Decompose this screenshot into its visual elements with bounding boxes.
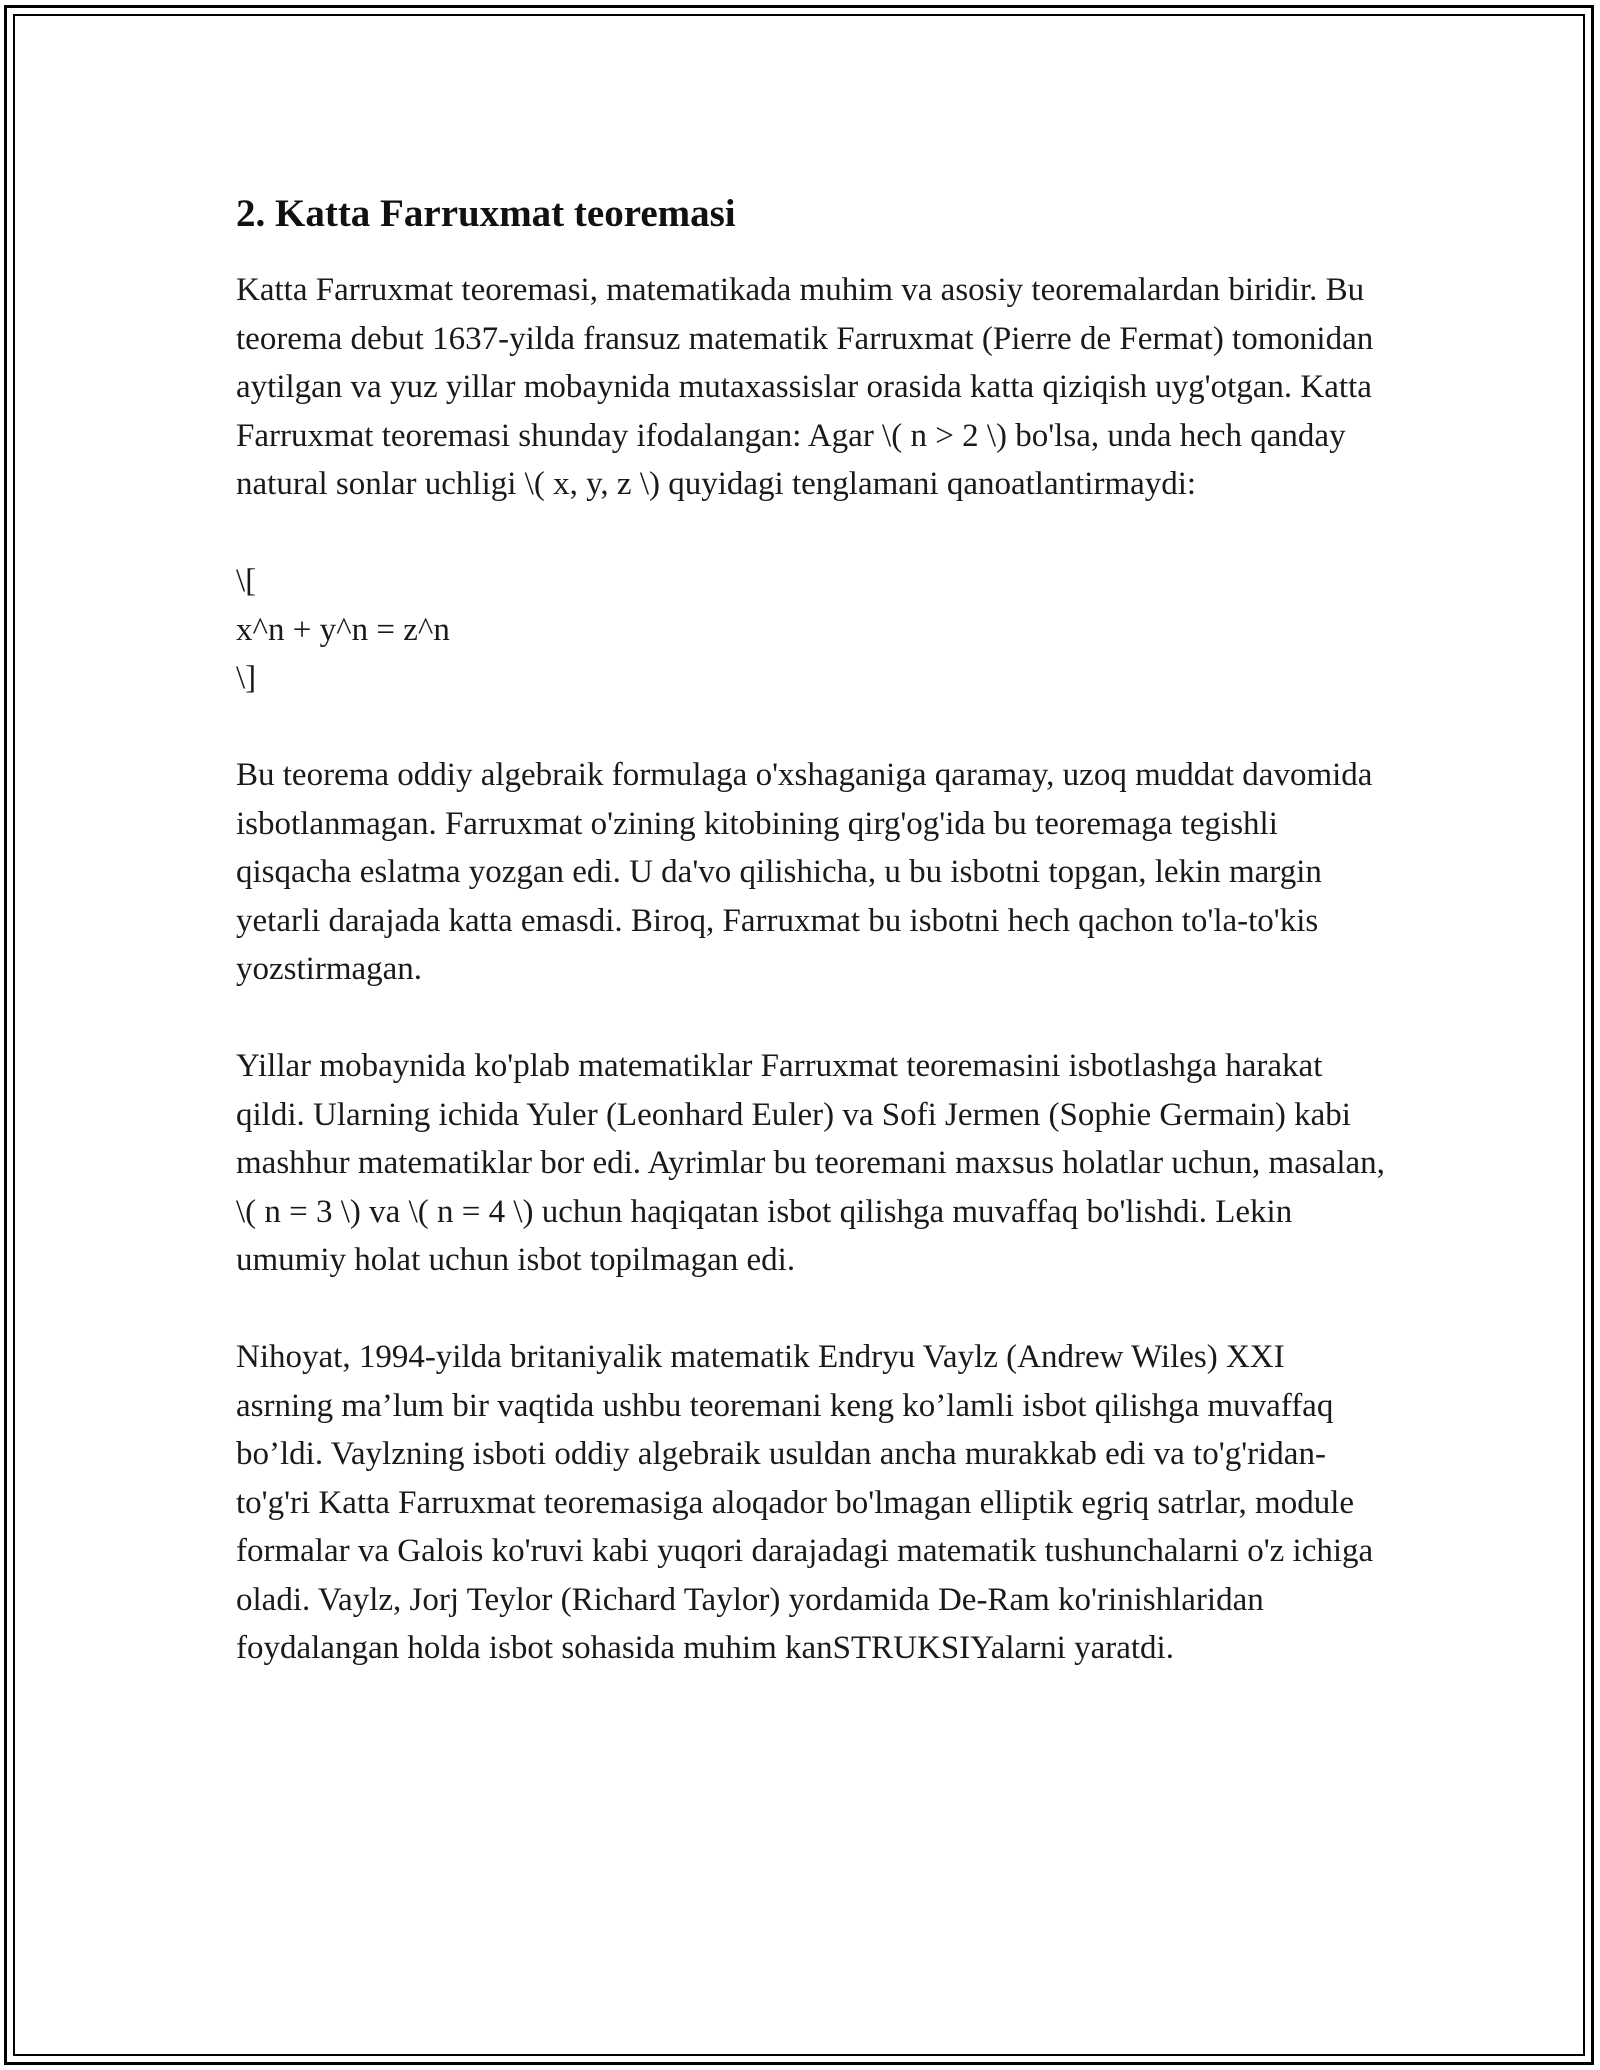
paragraph-intro: Katta Farruxmat teoremasi, matematikada muhim va asosiy teoremalardan biridir. Bu teorema debut 1637-yilda fransuz matematik Farruxmat (Pierre de Fermat) tomonidan aytilgan va yuz yillar mobaynida mutaxassislar orasida katta qiziqish uyg'otgan. Katta Farruxmat teoremasi shunday ifodalangan: Agar \( n > 2 \) bo'lsa, unda hech qanday natural sonlar uchligi \( x, y, z \) quyidagi tenglamani qanoatlantirmaydi: [236, 272, 1374, 502]
paragraph-attempts: Yillar mobaynida ko'plab matematiklar Farruxmat teoremasini isbotlashga harakat qildi. Ularning ichida Yuler (Leonhard Euler) va Sofi Jermen (Sophie Germain) kabi mashhur matematiklar bor edi. Ayrimlar bu teoremani maxsus holatlar uchun, masalan, \( n = 3 \) va \( n = 4 \) uchun haqiqatan isbot qilishga muvaffaq bo'lishdi. Lekin umumiy holat uchun isbot topilmagan edi. [236, 1048, 1385, 1278]
formula-equation: x^n + y^n = z^n [236, 611, 450, 648]
formula-close-delimiter: \] [236, 660, 257, 696]
paragraph-history: Bu teorema oddiy algebraik formulaga o'xshaganiga qaramay, uzoq muddat davomida isbotlanmagan. Farruxmat o'zining kitobining qirg'og'ida bu teoremaga tegishli qisqacha eslatma yozgan edi. U da'vo qilishicha, u bu isbotni topgan, lekin margin yetarli darajada katta emasdi. Biroq, Farruxmat bu isbotni hech qachon to'la-to'kis yozstirmagan. [236, 757, 1373, 987]
spacer [236, 509, 1386, 558]
spacer [236, 1285, 1386, 1334]
formula-open-delimiter: \[ [236, 563, 257, 599]
spacer [236, 703, 1386, 752]
spacer [236, 994, 1386, 1043]
paragraph-proof: Nihoyat, 1994-yilda britaniyalik matematik Endryu Vaylz (Andrew Wiles) XXI asrning ma’lum bir vaqtida ushbu teoremani keng ko’lamli isbot qilishga muvaffaq bo’ldi. Vaylzning isboti oddiy algebraik usuldan ancha murakkab edi va to'g'ridan-to'g'ri Katta Farruxmat teoremasiga aloqador bo'lmagan elliptik egriq satrlar, module formalar va Galois ko'ruvi kabi yuqori darajadagi matematik tushunchalarni o'z ichiga oladi. Vaylz, Jorj Teylor (Richard Taylor) yordamida De-Ram ko'rinishlaridan foydalangan holda isbot sohasida muhim kanSTRUKSIYalarni yaratdi. [236, 1339, 1374, 1666]
section-heading: 2. Katta Farruxmat teoremasi [236, 192, 736, 235]
document-body [236, 188, 1386, 1673]
